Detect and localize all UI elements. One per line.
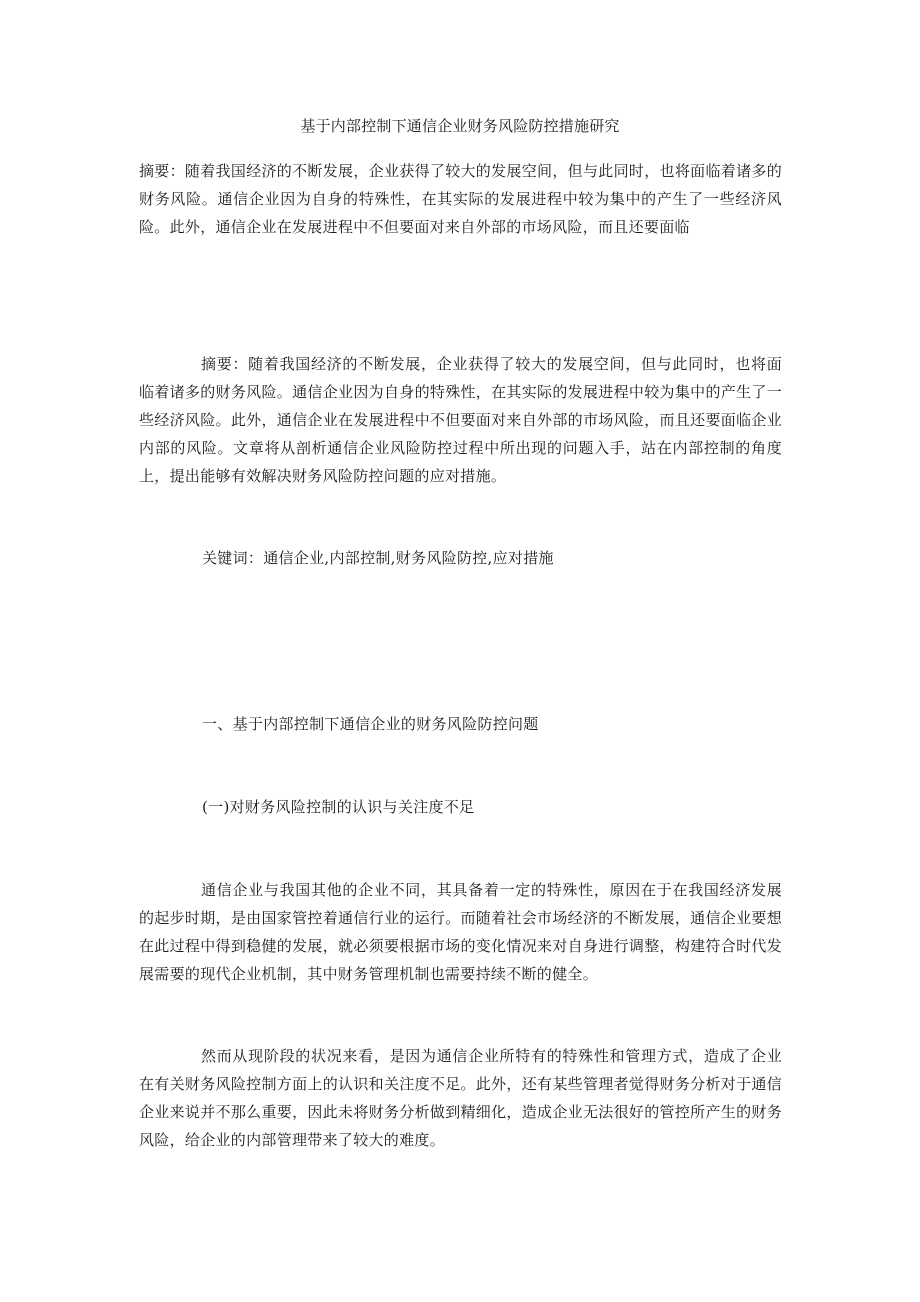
subsection-heading: (一)对财务风险控制的认识与关注度不足 [202,798,475,816]
section-heading: 一、基于内部控制下通信企业的财务风险防控问题 [202,715,539,733]
body-paragraph-2: 然而从现阶段的状况来看，是因为通信企业所特有的特殊性和管理方式，造成了企业在有关财务风险控制方面上的认识和关注度不足。此外，还有某些管理者觉得财务分析对于通信企业来说并不那么重要，因此未将财务分析做到精细化，造成企业无法很好的管控所产生的财务风险，给企业的内部管理带来了较大的难度。 [139,1047,782,1149]
abstract-full: 摘要：随着我国经济的不断发展，企业获得了较大的发展空间，但与此同时，也将面临着诸多的财务风险。通信企业因为自身的特殊性，在其实际的发展进程中较为集中的产生了一些经济风险。此外，通信企业在发展进程中不但要面对来自外部的市场风险，而且还要面临企业内部的风险。文章将从剖析通信企业风险防控过程中所出现的问题入手，站在内部控制的角度上，提出能够有效解决财务风险防控问题的应对措施。 [139,355,782,485]
abstract-short: 摘要：随着我国经济的不断发展，企业获得了较大的发展空间，但与此同时，也将面临着诸多的财务风险。通信企业因为自身的特殊性，在其实际的发展进程中较为集中的产生了一些经济风险。此外，通信企业在发展进程中不但要面对来自外部的市场风险，而且还要面临 [139,162,782,236]
document-title: 基于内部控制下通信企业财务风险防控措施研究 [300,117,620,135]
body-paragraph-1: 通信企业与我国其他的企业不同，其具备着一定的特殊性，原因在于在我国经济发展的起步时期，是由国家管控着通信行业的运行。而随着社会市场经济的不断发展，通信企业要想在此过程中得到稳健的发展，就必须要根据市场的变化情况来对自身进行调整，构建符合时代发展需要的现代企业机制，其中财务管理机制也需要持续不断的健全。 [139,881,782,983]
keywords: 关键词：通信企业,内部控制,财务风险防控,应对措施 [202,549,554,567]
